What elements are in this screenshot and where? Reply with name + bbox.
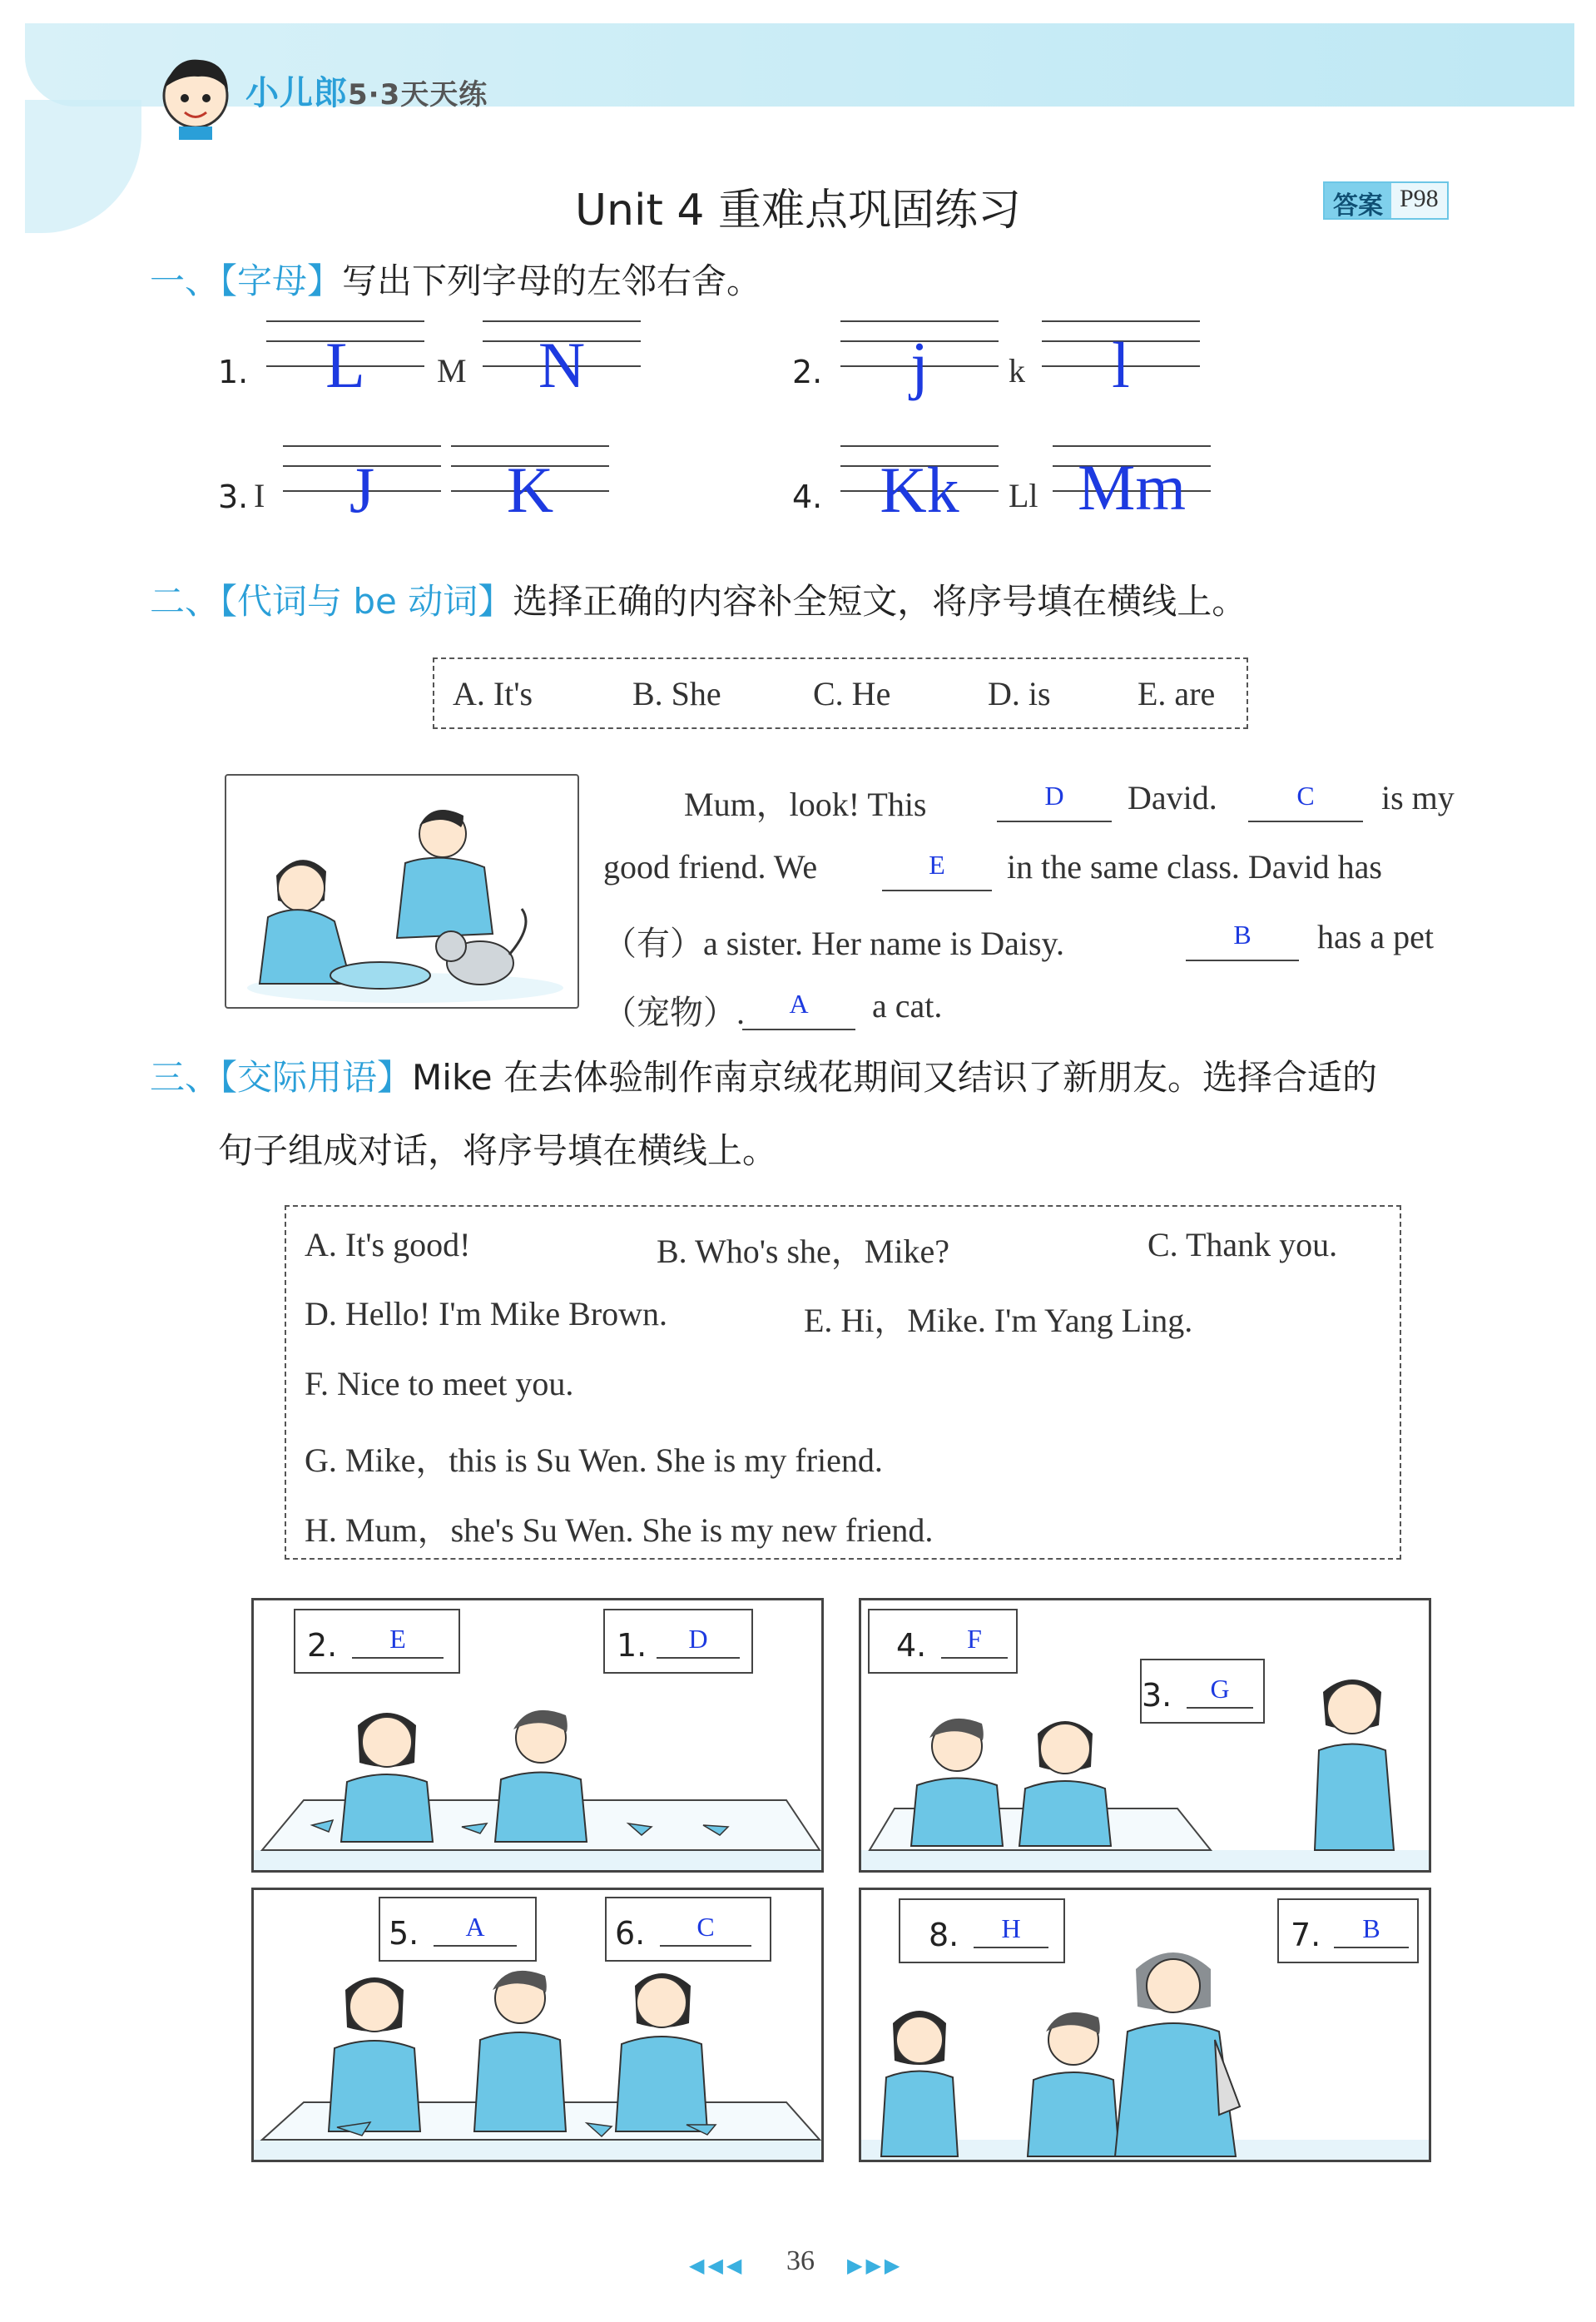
passage-line2b: in the same class. David has [1007, 848, 1382, 886]
passage-line1b: David. [1128, 779, 1217, 816]
page-title: Unit 4 重难点巩固练习 [575, 186, 1021, 236]
section3-heading-line2: 句子组成对话，将序号填在横线上。 [218, 1130, 778, 1171]
speech-bubble-1: 1. D [603, 1609, 753, 1674]
section2-heading: 二、【代词与 be 动词】选择正确的内容补全短文，将序号填在横线上。 [150, 581, 1247, 622]
option-e: E. Hi，Mike. I'm Yang Ling. [804, 1302, 1193, 1339]
dialogue-option-box [285, 1205, 1401, 1560]
speech-bubble-6: 6. C [605, 1897, 771, 1962]
item-number: 3. [218, 479, 249, 515]
speech-bubble-5: 5. A [379, 1897, 537, 1962]
item-number: 1. [218, 354, 249, 390]
comic-panel-4 [859, 1888, 1431, 2162]
brand-logo: 小儿郎5·3天天练 [245, 74, 488, 112]
answer-slot-left [840, 320, 999, 401]
passage-line3a: （有）a sister. Her name is Daisy. [603, 925, 1064, 962]
speech-bubble-4: 4. F [868, 1609, 1018, 1674]
comic-panel-2 [859, 1598, 1431, 1873]
answer-page-tag [1323, 181, 1449, 220]
speech-bubble-3: 3. G [1140, 1659, 1265, 1724]
option-d: D. Hello! I'm Mike Brown. [305, 1295, 668, 1332]
passage-line1a: Mum，look! This [684, 786, 927, 823]
handwritten-answer: Kk [880, 454, 959, 526]
answer-slot-left [283, 445, 441, 526]
option-g: G. Mike，this is Su Wen. She is my friend. [305, 1441, 883, 1479]
handwritten-answer: N [538, 329, 586, 401]
option-f: F. Nice to meet you. [305, 1365, 574, 1402]
handwritten-answer: K [506, 454, 554, 526]
passage-line3b: has a pet [1317, 918, 1434, 955]
answer-slot-right [451, 445, 609, 526]
option-c: C. Thank you. [1147, 1226, 1338, 1263]
passage-line1c: is my [1381, 779, 1455, 816]
handwritten-answer: Mm [1077, 451, 1187, 523]
comic-panel-1 [251, 1598, 824, 1873]
option-b: B. She [632, 675, 721, 712]
blank-3: E [882, 851, 992, 891]
option-h: H. Mum，she's Su Wen. She is my new friend. [305, 1511, 934, 1549]
option-e: E. are [1138, 675, 1216, 712]
passage-line4b: a cat. [872, 987, 943, 1025]
footer-right-arrows: ▶▶▶ [847, 2254, 904, 2277]
item-number: 2. [792, 354, 823, 390]
blank-1: D [997, 782, 1112, 822]
option-box [433, 657, 1248, 729]
blank-5: A [742, 990, 855, 1030]
blank-4: B [1186, 921, 1299, 961]
answer-slot-left [840, 445, 999, 526]
answer-slot-right [483, 320, 641, 401]
speech-bubble-7: 7. B [1277, 1898, 1419, 1963]
answer-page: P98 [1391, 183, 1447, 218]
illustration-kids-with-cat [225, 774, 579, 1009]
answer-slot-right [1042, 320, 1200, 401]
speech-bubble-2: 2. E [294, 1609, 460, 1674]
mascot-icon [150, 50, 241, 141]
option-d: D. is [988, 675, 1051, 712]
page-number: 36 [786, 2245, 815, 2276]
item-number: 4. [792, 479, 823, 515]
section3-heading: 三、【交际用语】Mike 在去体验制作南京绒花期间又结识了新朋友。选择合适的 [150, 1057, 1377, 1098]
answer-slot-right [1053, 445, 1211, 523]
handwritten-answer: l [1112, 329, 1130, 401]
answer-label: 答案 [1325, 183, 1391, 218]
handwritten-answer: L [325, 329, 365, 401]
option-b: B. Who's she，Mike? [657, 1233, 949, 1270]
passage-line4a: （宠物）. [603, 994, 745, 1031]
option-a: A. It's good! [305, 1226, 471, 1263]
handwritten-answer: j [910, 329, 929, 401]
handwritten-answer: J [349, 454, 375, 526]
answer-slot-left [266, 320, 424, 401]
given-letter: k [1009, 352, 1025, 389]
speech-bubble-8: 8. H [899, 1898, 1065, 1963]
blank-2: C [1248, 782, 1363, 822]
option-a: A. It's [453, 675, 533, 712]
given-letter: Ll [1009, 477, 1038, 514]
option-c: C. He [813, 675, 891, 712]
passage-line2a: good friend. We [603, 848, 818, 886]
comic-panel-3 [251, 1888, 824, 2162]
section1-heading: 一、【字母】写出下列字母的左邻右舍。 [150, 260, 762, 301]
given-letter: M [437, 352, 467, 389]
footer-left-arrows: ◀◀◀ [689, 2254, 746, 2277]
given-letter: I [254, 477, 265, 514]
